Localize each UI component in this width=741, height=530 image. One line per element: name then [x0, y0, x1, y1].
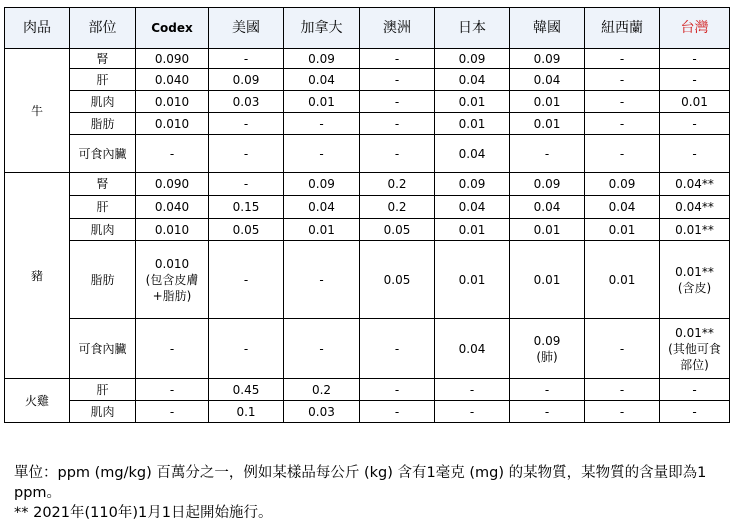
header-new-zealand: 紐西蘭 [585, 8, 660, 49]
value-cell: - [435, 379, 510, 401]
value-cell: - [360, 113, 435, 135]
value-cell: 0.010 [136, 219, 209, 241]
value-cell: - [585, 69, 660, 91]
value-cell: - [510, 401, 585, 423]
table-row [5, 401, 730, 423]
value-cell: 0.010 [136, 113, 209, 135]
value-cell: - [585, 135, 660, 173]
value-cell: 0.010 [136, 91, 209, 113]
header-part: 部位 [70, 8, 136, 49]
table-row [5, 91, 730, 113]
table-row [5, 319, 730, 379]
value-cell: - [585, 401, 660, 423]
table-row [5, 135, 730, 173]
value-cell: 0.09 [209, 69, 284, 91]
part-cell: 肌肉 [70, 401, 136, 423]
value-cell: 0.01 [585, 241, 660, 319]
value-cell: - [660, 113, 730, 135]
table-row [5, 113, 730, 135]
value-cell: - [360, 135, 435, 173]
value-cell: - [209, 49, 284, 69]
header-japan: 日本 [435, 8, 510, 49]
part-cell: 腎 [70, 173, 136, 196]
value-cell: - [660, 49, 730, 69]
header-taiwan: 台灣 [660, 8, 730, 49]
value-cell: - [209, 173, 284, 196]
value-cell: - [284, 135, 360, 173]
value-cell: 0.010 (包含皮膚 +脂肪) [136, 241, 209, 319]
value-cell: 0.2 [360, 196, 435, 219]
value-cell: - [585, 49, 660, 69]
part-cell: 可食內臟 [70, 319, 136, 379]
value-cell: 0.04 [284, 196, 360, 219]
value-cell: - [585, 91, 660, 113]
value-cell: - [136, 135, 209, 173]
value-cell: - [510, 135, 585, 173]
value-cell: - [209, 113, 284, 135]
header-row [5, 8, 730, 49]
value-cell: 0.01 [435, 113, 510, 135]
part-cell: 脂肪 [70, 113, 136, 135]
effective-date-note: ** 2021年(110年)1月1日起開始施行。 [14, 505, 273, 521]
meat-cell: 牛 [5, 49, 70, 173]
table-row [5, 219, 730, 241]
value-cell: 0.090 [136, 49, 209, 69]
value-cell: - [284, 241, 360, 319]
value-cell: 0.2 [360, 173, 435, 196]
value-cell: 0.040 [136, 196, 209, 219]
part-cell: 肌肉 [70, 219, 136, 241]
value-cell: 0.01 [510, 241, 585, 319]
value-cell: - [585, 379, 660, 401]
value-cell: - [660, 69, 730, 91]
part-cell: 肝 [70, 379, 136, 401]
value-cell: 0.04** [660, 173, 730, 196]
value-cell: - [209, 135, 284, 173]
value-cell: 0.09 [435, 173, 510, 196]
value-cell: 0.2 [284, 379, 360, 401]
value-cell: 0.05 [360, 219, 435, 241]
value-cell: - [360, 379, 435, 401]
value-cell: 0.01 [510, 113, 585, 135]
value-cell: - [585, 319, 660, 379]
value-cell: 0.01** (含皮) [660, 241, 730, 319]
value-cell: 0.01 [284, 219, 360, 241]
value-cell: - [660, 401, 730, 423]
value-cell: 0.01 [510, 219, 585, 241]
value-cell: - [360, 49, 435, 69]
header-canada: 加拿大 [284, 8, 360, 49]
value-cell: - [284, 319, 360, 379]
value-cell: 0.01 [435, 91, 510, 113]
value-cell: 0.01** (其他可食 部位) [660, 319, 730, 379]
value-cell: - [136, 401, 209, 423]
value-cell: 0.01 [284, 91, 360, 113]
header-korea: 韓國 [510, 8, 585, 49]
value-cell: 0.04 [510, 196, 585, 219]
value-cell: - [510, 379, 585, 401]
value-cell: 0.09 [510, 49, 585, 69]
value-cell: - [435, 401, 510, 423]
value-cell: - [360, 69, 435, 91]
value-cell: 0.09 [585, 173, 660, 196]
value-cell: 0.09 [284, 173, 360, 196]
value-cell: 0.05 [360, 241, 435, 319]
table-row [5, 196, 730, 219]
part-cell: 腎 [70, 49, 136, 69]
value-cell: 0.04 [510, 69, 585, 91]
value-cell: 0.01 [585, 219, 660, 241]
meat-cell: 豬 [5, 173, 70, 379]
value-cell: - [585, 113, 660, 135]
table-body [5, 49, 730, 423]
value-cell: 0.04 [284, 69, 360, 91]
value-cell: - [360, 319, 435, 379]
value-cell: 0.090 [136, 173, 209, 196]
value-cell: 0.04** [660, 196, 730, 219]
value-cell: - [660, 135, 730, 173]
value-cell: 0.04 [435, 196, 510, 219]
value-cell: - [209, 319, 284, 379]
table-row [5, 173, 730, 196]
value-cell: 0.05 [209, 219, 284, 241]
value-cell: - [136, 319, 209, 379]
value-cell: 0.03 [284, 401, 360, 423]
unit-note: 單位：ppm (mg/kg) 百萬分之一，例如某樣品每公斤 (kg) 含有1毫克 (mg) 的某物質，某物質的含量即為1 ppm。 [14, 465, 707, 501]
value-cell: - [360, 91, 435, 113]
value-cell: 0.01** [660, 219, 730, 241]
notes [14, 463, 724, 523]
value-cell: 0.45 [209, 379, 284, 401]
value-cell: 0.01 [435, 241, 510, 319]
value-cell: 0.01 [510, 91, 585, 113]
header-codex: Codex [136, 8, 209, 49]
value-cell: - [660, 379, 730, 401]
value-cell: 0.04 [585, 196, 660, 219]
meat-cell: 火雞 [5, 379, 70, 423]
part-cell: 可食內臟 [70, 135, 136, 173]
table-row [5, 69, 730, 91]
value-cell: - [209, 241, 284, 319]
value-cell: 0.15 [209, 196, 284, 219]
header-meat: 肉品 [5, 8, 70, 49]
table-row [5, 49, 730, 69]
value-cell: - [284, 113, 360, 135]
table-row [5, 379, 730, 401]
mrl-table [4, 7, 730, 423]
value-cell: 0.01 [660, 91, 730, 113]
value-cell: 0.09 [284, 49, 360, 69]
value-cell: 0.09 [510, 173, 585, 196]
value-cell: - [360, 401, 435, 423]
value-cell: - [136, 379, 209, 401]
value-cell: 0.01 [435, 219, 510, 241]
value-cell: 0.03 [209, 91, 284, 113]
value-cell: 0.040 [136, 69, 209, 91]
value-cell: 0.04 [435, 319, 510, 379]
value-cell: 0.09 (肺) [510, 319, 585, 379]
table-row [5, 241, 730, 319]
value-cell: 0.04 [435, 135, 510, 173]
part-cell: 肌肉 [70, 91, 136, 113]
header-usa: 美國 [209, 8, 284, 49]
part-cell: 肝 [70, 196, 136, 219]
value-cell: 0.1 [209, 401, 284, 423]
part-cell: 脂肪 [70, 241, 136, 319]
value-cell: 0.04 [435, 69, 510, 91]
value-cell: 0.09 [435, 49, 510, 69]
part-cell: 肝 [70, 69, 136, 91]
header-australia: 澳洲 [360, 8, 435, 49]
